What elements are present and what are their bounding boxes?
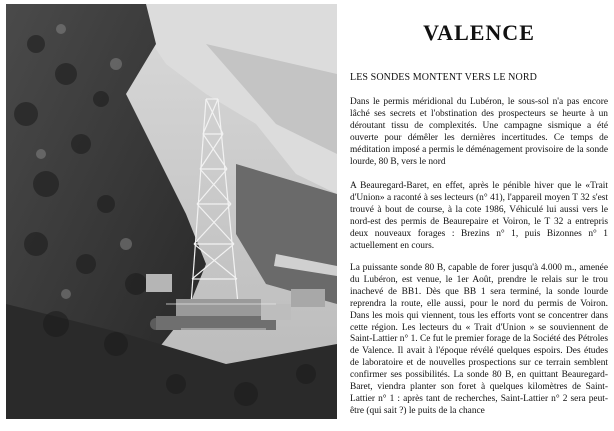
- article-paragraph: Dans le permis méridional du Lubéron, le sous-sol n'a pas encore lâché ses secrets et l'obstination des prospecteurs se heurte à un déroutant tissu de complexités. Une campagne sismique a été ouverte pour démêler les dernières incertitudes. Ce temps de méditation imposé a permis le déménagement provisoire de la sonde lourde, 80 B, vers le nord: [350, 97, 608, 167]
- article-paragraph: A Beauregard-Baret, en effet, après le pénible hiver que le «Trait d'Union» a raconté à ses lecteurs (n° 41), l'appareil moyen T 32 s'est trouvé à bout de course, à la cote 1986, Véhiculé lui aussi vers le nord-est des permis de Beaurepaire et Voiron, le T 32 a entrepris deux nouveaux forages : Brezins n° 1, puis Bizonnes n° 1 actuellement en cours.: [350, 181, 608, 251]
- article-subtitle: LES SONDES MONTENT VERS LE NORD: [350, 72, 537, 83]
- article-paragraph: La puissante sonde 80 B, capable de forer jusqu'à 4.000 m., amenée du Lubéron, est venue, le 1er Août, prendre le relais sur le trou inachevé de BB1. Dès que BB 1 sera terminé, la sonde lourde reprendra la route, elle aussi, pour le nord du permis de Voiron. Dans les mois qui viennent, tous les efforts vont se concentrer dans cette région. Les lecteurs du « Trait d'Union » se souviennent de Saint-Lattier n° 1. Ce fut le premier forage de la Société des Pétroles de Valence. Il avait à l'époque révélé quelques espoirs. Des études de laboratoire et de nouvelles prospections sur ce terrain semblent confirmer ses possibilités. La sonde 80 B, en quittant Beauregard-Baret, viendra planter son foret à quelques kilomètres de Saint-Lattier n° 1 : après tant de recherches, Saint-Lattier n° 2 sera peut-être (qui sait ?) le puits de la chance: [350, 263, 608, 416]
- drilling-rig-illustration: [6, 4, 337, 419]
- article-title: VALENCE: [423, 20, 535, 45]
- drilling-rig-photo: [6, 4, 337, 419]
